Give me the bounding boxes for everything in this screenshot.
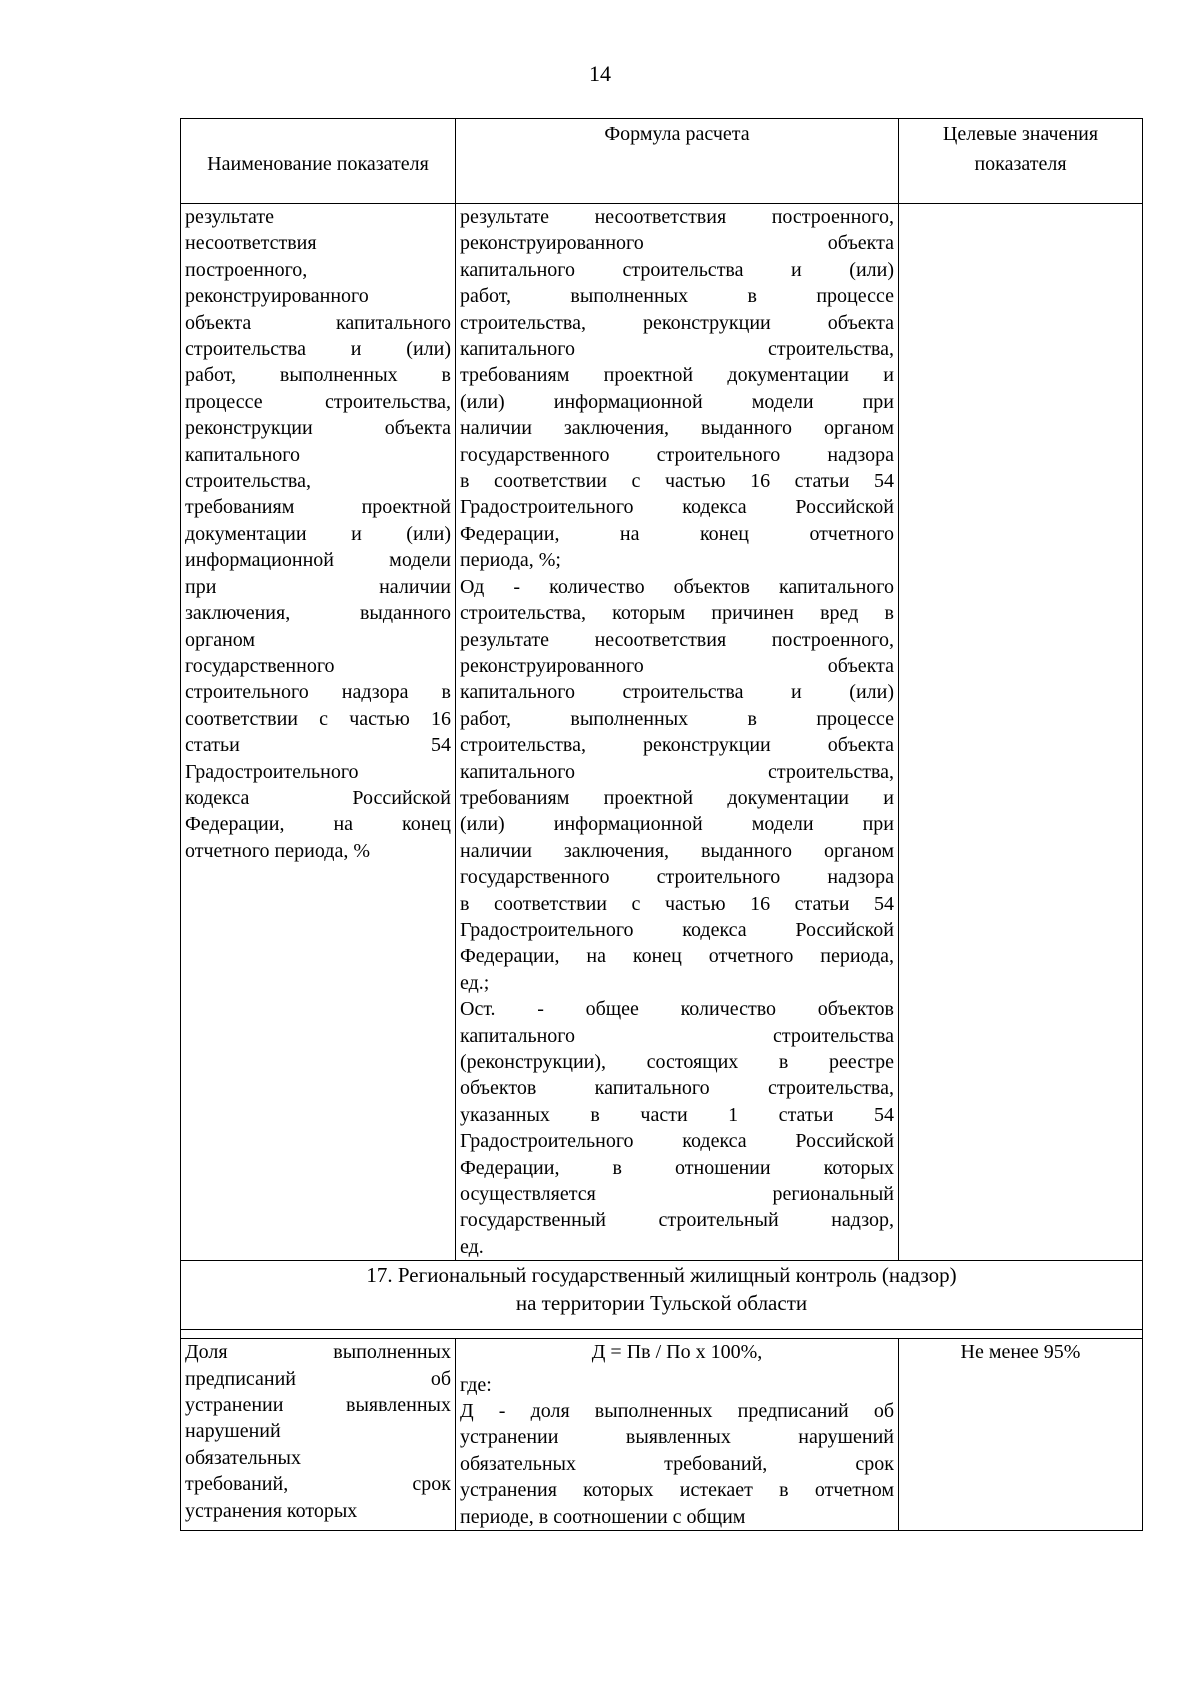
- text-line: результате: [185, 206, 275, 228]
- text-line: в соответствии с частью 16 статьи 54: [460, 470, 894, 493]
- text-line: Ост. - общее количество объектов: [460, 998, 894, 1021]
- text-line: информационной модели: [185, 549, 451, 572]
- text-line: ед.;: [460, 971, 490, 994]
- header-formula: Формула расчета: [456, 119, 899, 204]
- text-line: Д - доля выполненных предписаний об: [460, 1400, 894, 1423]
- table-row-continued: [181, 204, 1143, 1261]
- text-line: объектов капитального строительства,: [460, 1077, 894, 1100]
- text-line: устранении выявленных нарушений: [460, 1426, 894, 1449]
- table-header-row: [181, 119, 1143, 204]
- text-line: наличии заключения, выданного органом: [460, 839, 894, 862]
- text-line: строительства, которым причинен вред в: [460, 602, 894, 625]
- indicators-table: [180, 118, 1143, 1531]
- spacer-cell: [181, 1330, 1143, 1339]
- text-line: требованиям проектной документации и: [460, 364, 894, 387]
- text-line: обязательных требований, срок: [460, 1452, 894, 1475]
- text-line: (или) информационной модели при: [460, 390, 894, 413]
- text-line: государственного строительного надзора: [460, 866, 894, 889]
- text-line: реконструированного: [185, 285, 369, 308]
- text-line: отчетного периода, %: [185, 839, 370, 862]
- text-line: указанных в части 1 статьи 54: [460, 1103, 894, 1126]
- page-number: 14: [589, 61, 611, 86]
- section-heading-row: [181, 1261, 1143, 1330]
- text-line: несоответствия: [185, 232, 317, 255]
- text-line: капитального: [185, 443, 300, 466]
- section-heading-line-2: на территории Тульской области: [515, 1291, 808, 1316]
- text-line: результате несоответствия построенного,: [460, 206, 894, 228]
- text-line: статьи 54: [185, 734, 451, 757]
- text-line: Градостроительного: [185, 760, 359, 783]
- text-line: при наличии: [185, 575, 451, 598]
- text-line: Федерации, в отношении которых: [460, 1156, 894, 1179]
- text-line: реконструированного объекта: [460, 654, 894, 677]
- text-line: Градостроительного кодекса Российской: [460, 918, 894, 941]
- text-line: строительства, реконструкции объекта: [460, 734, 894, 757]
- text-line: строительства и (или): [185, 338, 451, 361]
- text-line: строительства, реконструкции объекта: [460, 311, 894, 334]
- text-line: государственного строительного надзора: [460, 443, 894, 466]
- text-line: Федерации, на конец отчетного периода,: [460, 945, 894, 968]
- target-cell: [899, 204, 1143, 1261]
- text-line: требований, срок: [185, 1473, 451, 1496]
- text-line: соответствии с частью 16: [185, 707, 451, 730]
- header-indicator-name: Наименование показателя: [181, 119, 456, 204]
- text-line: органом: [185, 628, 256, 651]
- text-line: результате несоответствия построенного,: [460, 628, 894, 651]
- target-cell: Не менее 95%: [899, 1339, 1143, 1531]
- text-line: устранения которых истекает в отчетном: [460, 1479, 894, 1502]
- text-line: строительного надзора в: [185, 681, 451, 704]
- formula-expression: Д = Пв / По х 100%,: [591, 1341, 763, 1364]
- indicator-name-text: [185, 204, 451, 864]
- text-line: работ, выполненных в процессе: [460, 285, 894, 308]
- text-line: капитального строительства и (или): [460, 258, 894, 281]
- text-line: работ, выполненных в: [185, 364, 451, 387]
- table-row: [181, 1339, 1143, 1531]
- text-line: капитального строительства,: [460, 338, 894, 361]
- text-line: Градостроительного кодекса Российской: [460, 496, 894, 519]
- text-line: государственного: [185, 654, 335, 677]
- text-line: Федерации, на конец: [185, 813, 451, 836]
- text-line: капитального строительства и (или): [460, 681, 894, 704]
- text-line: (или) информационной модели при: [460, 813, 894, 836]
- spacer-row: [181, 1330, 1143, 1339]
- text-line: в соответствии с частью 16 статьи 54: [460, 892, 894, 915]
- header-target-values: Целевые значения показателя: [899, 119, 1143, 204]
- text-line: устранении выявленных: [185, 1394, 451, 1417]
- section-heading: [181, 1261, 1143, 1330]
- text-line: реконструированного объекта: [460, 232, 894, 255]
- text-line: реконструкции объекта: [185, 417, 451, 440]
- text-line: наличии заключения, выданного органом: [460, 417, 894, 440]
- text-line: капитального строительства: [460, 1024, 894, 1047]
- text-line: требованиям проектной: [185, 496, 451, 519]
- text-line: обязательных: [185, 1446, 301, 1469]
- text-line: Федерации, на конец отчетного: [460, 522, 894, 545]
- text-line: Градостроительного кодекса Российской: [460, 1130, 894, 1153]
- text-line: построенного,: [185, 258, 308, 281]
- formula-text: [460, 204, 894, 1260]
- text-line: Доля выполненных: [185, 1341, 451, 1364]
- text-line: Од - количество объектов капитального: [460, 575, 894, 598]
- text-line: устранения которых: [185, 1499, 358, 1522]
- text-line: где:: [460, 1373, 492, 1396]
- formula-explanation: [460, 1372, 894, 1530]
- text-line: ед.: [460, 1235, 484, 1258]
- text-line: нарушений: [185, 1420, 281, 1443]
- formula-cell: [456, 204, 899, 1261]
- indicator-name-text: [185, 1339, 451, 1524]
- text-line: документации и (или): [185, 522, 451, 545]
- indicator-name-cell: [181, 1339, 456, 1531]
- text-line: (реконструкции), состоящих в реестре: [460, 1051, 894, 1073]
- text-line: предписаний об: [185, 1367, 451, 1390]
- text-line: периода, %;: [460, 549, 561, 572]
- text-line: требованиям проектной документации и: [460, 786, 894, 809]
- indicator-name-cell: [181, 204, 456, 1261]
- text-line: объекта капитального: [185, 311, 451, 334]
- section-heading-line-1: 17. Региональный государственный жилищный контроль (надзор): [366, 1263, 957, 1288]
- text-line: работ, выполненных в процессе: [460, 707, 894, 730]
- text-line: заключения, выданного: [185, 602, 451, 625]
- text-line: периоде, в соотношении с общим: [460, 1505, 746, 1528]
- text-line: строительства,: [185, 470, 311, 493]
- formula-cell: [456, 1339, 899, 1531]
- text-line: государственный строительный надзор,: [460, 1209, 894, 1232]
- text-line: процессе строительства,: [185, 390, 451, 413]
- text-line: кодекса Российской: [185, 786, 451, 809]
- text-line: капитального строительства,: [460, 760, 894, 783]
- text-line: осуществляется региональный: [460, 1183, 894, 1206]
